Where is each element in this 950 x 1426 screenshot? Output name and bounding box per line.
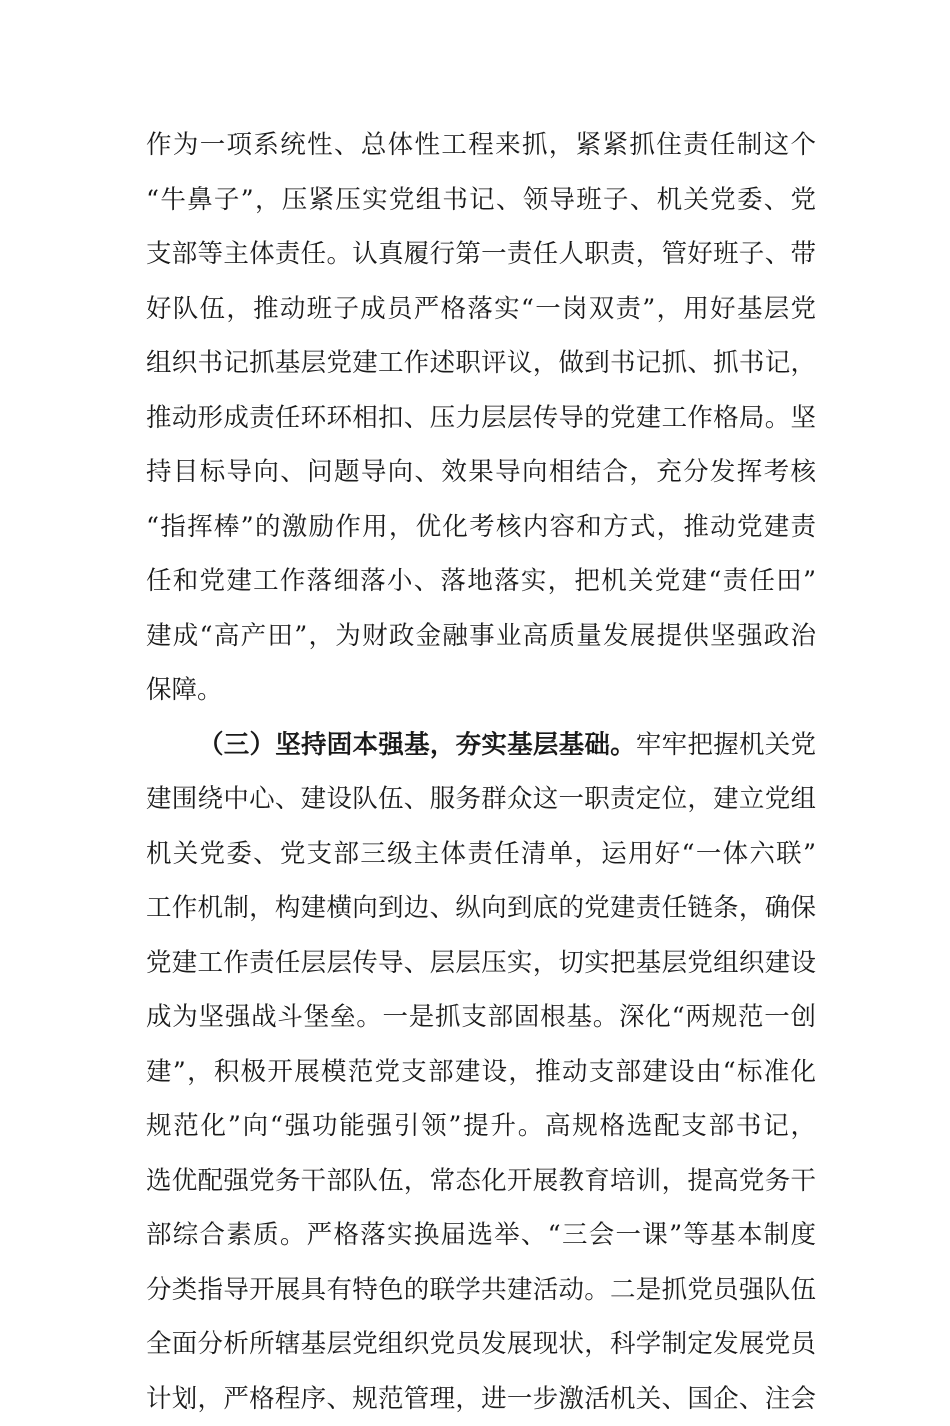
text-line: 建围绕中心、建设队伍、服务群众这一职责定位，建立党组 <box>146 772 816 827</box>
text-line: 选优配强党务干部队伍，常态化开展教育培训，提高党务干 <box>146 1154 816 1209</box>
text-line: 建成“高产田”，为财政金融事业高质量发展提供坚强政治 <box>146 609 816 664</box>
text-line: 全面分析所辖基层党组织党员发展现状，科学制定发展党员 <box>146 1317 816 1372</box>
text-line: 任和党建工作落细落小、落地落实，把机关党建“责任田” <box>146 554 816 609</box>
text-line: 工作机制，构建横向到边、纵向到底的党建责任链条，确保 <box>146 881 816 936</box>
section-heading: （三）坚持固本强基，夯实基层基础。 <box>198 730 636 760</box>
text-line: 保障。 <box>146 663 816 718</box>
text-line: 分类指导开展具有特色的联学共建活动。二是抓党员强队伍 <box>146 1263 816 1318</box>
text-line: “牛鼻子”，压紧压实党组书记、领导班子、机关党委、党 <box>146 173 816 228</box>
text-line: 成为坚强战斗堡垒。一是抓支部固根基。深化“两规范一创 <box>146 990 816 1045</box>
text-line: 建”，积极开展模范党支部建设，推动支部建设由“标准化 <box>146 1045 816 1100</box>
text-line: 机关党委、党支部三级主体责任清单，运用好“一体六联” <box>146 827 816 882</box>
text-line: 推动形成责任环环相扣、压力层层传导的党建工作格局。坚 <box>146 391 816 446</box>
text-line: 党建工作责任层层传导、层层压实，切实把基层党组织建设 <box>146 936 816 991</box>
text-line: 支部等主体责任。认真履行第一责任人职责，管好班子、带 <box>146 227 816 282</box>
document-body <box>146 118 816 1426</box>
text-line: 组织书记抓基层党建工作述职评议，做到书记抓、抓书记， <box>146 336 816 391</box>
text-line: 好队伍，推动班子成员严格落实“一岗双责”，用好基层党 <box>146 282 816 337</box>
text-line: 规范化”向“强功能强引领”提升。高规格选配支部书记， <box>146 1099 816 1154</box>
text-line: “指挥棒”的激励作用，优化考核内容和方式，推动党建责 <box>146 500 816 555</box>
text-line: 计划，严格程序、规范管理，进一步激活机关、国企、注会 <box>146 1372 816 1426</box>
text-line: 作为一项系统性、总体性工程来抓，紧紧抓住责任制这个 <box>146 118 816 173</box>
text-line: 部综合素质。严格落实换届选举、“三会一课”等基本制度 <box>146 1208 816 1263</box>
text-line: 持目标导向、问题导向、效果导向相结合，充分发挥考核 <box>146 445 816 500</box>
section-heading-line <box>146 718 816 773</box>
section-heading-rest: 牢牢把握机关党 <box>636 730 816 760</box>
